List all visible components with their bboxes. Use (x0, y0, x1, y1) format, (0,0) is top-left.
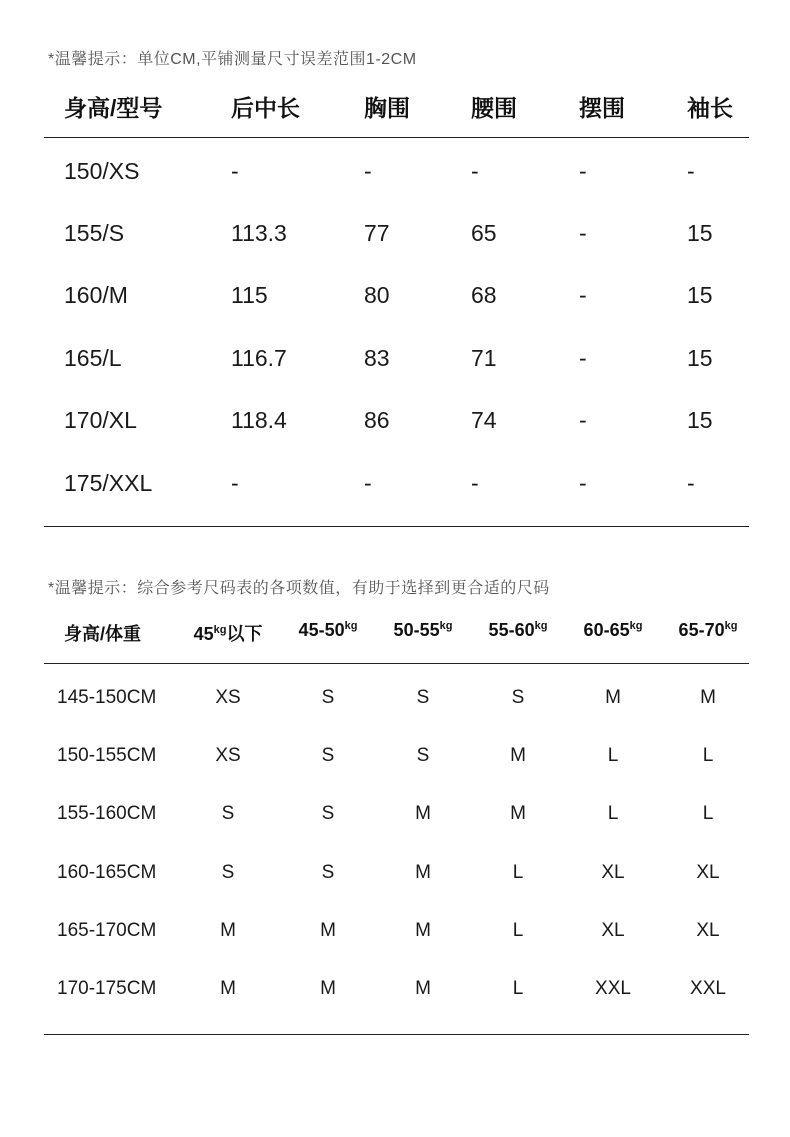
recommended-size: M (320, 920, 336, 941)
weight-chart-header-weight-range: $55-60^{kg}$ (488, 620, 548, 640)
recommended-size: S (221, 803, 235, 824)
weight-chart-header-weight-range: $45^{kg}$以下 (193, 624, 263, 644)
size-chart-header-hem: 摆围 (579, 95, 625, 121)
waist-value: 65 (471, 220, 497, 246)
recommended-size: L (702, 745, 714, 766)
weight-chart-header-divider (44, 663, 749, 664)
weight-chart-header-weight-range: $65-70^{kg}$ (678, 620, 738, 640)
height-range-label: 165-170CM (57, 920, 157, 941)
recommended-size: S (321, 745, 335, 766)
sleeve-value: 15 (687, 282, 713, 308)
recommended-size: M (415, 803, 431, 824)
recommended-size: M (415, 920, 431, 941)
sleeve-value: - (687, 158, 695, 184)
weight-chart-bottom-divider (44, 1034, 749, 1035)
size-chart-header-sleeve: 袖长 (687, 95, 733, 121)
chest-value: 77 (364, 220, 390, 246)
recommended-size: S (416, 687, 430, 708)
weight-chart-header-weight-range: $45-50^{kg}$ (298, 620, 358, 640)
chest-value: - (364, 158, 372, 184)
waist-value: - (471, 158, 479, 184)
size-chart-header-waist: 腰围 (471, 95, 517, 121)
recommended-size: M (415, 862, 431, 883)
recommended-size: S (416, 745, 430, 766)
hem-value: - (579, 345, 587, 371)
sleeve-value: 15 (687, 407, 713, 433)
size-label: 175/XXL (64, 470, 153, 496)
hem-value: - (579, 470, 587, 496)
recommended-size: XL (696, 920, 720, 941)
height-range-label: 160-165CM (57, 862, 157, 883)
size-chart-header-divider (44, 137, 749, 138)
sleeve-value: - (687, 470, 695, 496)
back-length-value: 118.4 (231, 407, 287, 433)
height-range-label: 155-160CM (57, 803, 157, 824)
size-label: 155/S (64, 220, 125, 246)
waist-value: - (471, 470, 479, 496)
recommended-size: L (512, 862, 524, 883)
recommended-size: L (607, 803, 619, 824)
recommended-size: M (510, 803, 526, 824)
size-chart-header-height-size: 身高/型号 (64, 95, 163, 121)
hem-value: - (579, 158, 587, 184)
weight-chart-header-weight-range: $60-65^{kg}$ (583, 620, 643, 640)
recommended-size: XL (696, 862, 720, 883)
size-label: 160/M (64, 282, 128, 308)
size-label: 170/XL (64, 407, 137, 433)
waist-value: 71 (471, 345, 497, 371)
size-chart-bottom-divider (44, 526, 749, 527)
recommended-size: S (511, 687, 525, 708)
size-label: 165/L (64, 345, 122, 371)
recommended-size: M (605, 687, 621, 708)
recommended-size: M (415, 978, 431, 999)
recommended-size: M (220, 920, 236, 941)
recommended-size: XXL (690, 978, 726, 999)
recommended-size: L (512, 978, 524, 999)
height-range-label: 145-150CM (57, 687, 157, 708)
back-length-value: - (231, 158, 239, 184)
back-length-value: 116.7 (231, 345, 287, 371)
weight-chart-header-height-weight: 身高/体重 (64, 624, 142, 644)
height-range-label: 170-175CM (57, 978, 157, 999)
waist-value: 68 (471, 282, 497, 308)
hem-value: - (579, 220, 587, 246)
sleeve-value: 15 (687, 345, 713, 371)
recommended-size: M (220, 978, 236, 999)
back-length-value: - (231, 470, 239, 496)
chest-value: 80 (364, 282, 390, 308)
size-chart-header-back-length: 后中长 (231, 95, 300, 121)
back-length-value: 113.3 (231, 220, 287, 246)
chest-value: - (364, 470, 372, 496)
recommended-size: M (510, 745, 526, 766)
recommended-size: XS (215, 745, 241, 766)
size-label: 150/XS (64, 158, 140, 184)
height-range-label: 150-155CM (57, 745, 157, 766)
recommended-size: S (321, 862, 335, 883)
back-length-value: 115 (231, 282, 268, 308)
recommended-size: XL (601, 862, 625, 883)
waist-value: 74 (471, 407, 497, 433)
size-chart-note: *温馨提示：单位CM,平铺测量尺寸误差范围1-2CM (48, 51, 417, 68)
recommended-size: XL (601, 920, 625, 941)
recommended-size: XS (215, 687, 241, 708)
recommended-size: S (321, 687, 335, 708)
sleeve-value: 15 (687, 220, 713, 246)
hem-value: - (579, 407, 587, 433)
recommended-size: S (221, 862, 235, 883)
size-chart-header-chest: 胸围 (364, 95, 410, 121)
weight-chart-header-weight-range: $50-55^{kg}$ (393, 620, 453, 640)
hem-value: - (579, 282, 587, 308)
recommended-size: S (321, 803, 335, 824)
recommended-size: L (512, 920, 524, 941)
recommended-size: M (320, 978, 336, 999)
chest-value: 86 (364, 407, 390, 433)
weight-chart-note: *温馨提示：综合参考尺码表的各项数值，有助于选择到更合适的尺码 (48, 580, 550, 597)
recommended-size: L (702, 803, 714, 824)
recommended-size: XXL (595, 978, 631, 999)
recommended-size: L (607, 745, 619, 766)
chest-value: 83 (364, 345, 390, 371)
recommended-size: M (700, 687, 716, 708)
